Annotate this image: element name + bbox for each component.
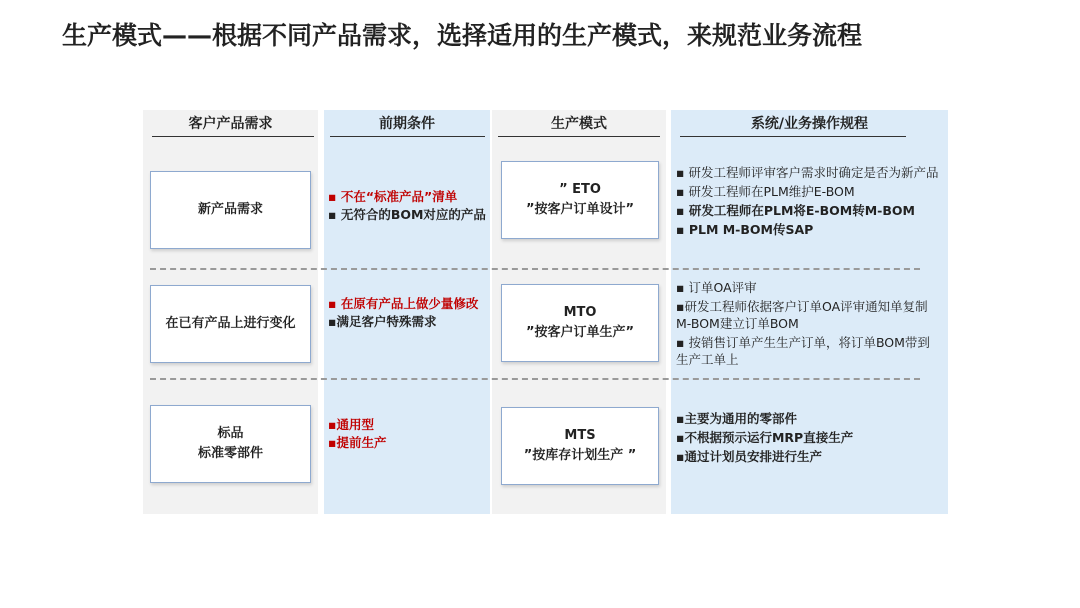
demand-label: 标品 xyxy=(217,426,244,441)
rule-item: ▪ 研发工程师评审客户需求时确定是否为新产品 xyxy=(676,165,939,180)
rule-item: ▪ PLM M-BOM传SAP xyxy=(676,222,814,237)
condition-item: ▪满足客户特殊需求 xyxy=(328,314,437,329)
demand-box-new-product xyxy=(150,171,311,249)
mode-code: MTS xyxy=(564,428,596,443)
header-preconditions: 前期条件 xyxy=(379,116,435,132)
rules-list xyxy=(676,164,941,240)
header-operation-rules: 系统/业务操作规程 xyxy=(750,116,869,132)
row-divider xyxy=(150,378,920,380)
rule-item: ▪ 研发工程师在PLM维护E-BOM xyxy=(676,184,855,199)
header-underline xyxy=(152,136,314,137)
condition-item: ▪ 在原有产品上做少量修改 xyxy=(328,296,479,311)
mode-box-eto xyxy=(501,161,659,239)
rule-item: ▪主要为通用的零部件 xyxy=(676,411,797,426)
demand-box-variant-product xyxy=(150,285,311,363)
mode-box-mto xyxy=(501,284,659,362)
mode-code: MTO xyxy=(563,305,597,320)
header-production-mode: 生产模式 xyxy=(551,116,607,132)
rule-item: ▪不根据预示运行MRP直接生产 xyxy=(676,430,854,445)
rule-item: ▪ 订单OA评审 xyxy=(676,280,757,295)
mode-code: ” ETO xyxy=(559,182,601,197)
condition-item: ▪ 不在“标准产品”清单 xyxy=(328,189,458,204)
rule-item: ▪研发工程师依据客户订单OA评审通知单复制M-BOM建立订单BOM xyxy=(676,299,928,331)
rules-list xyxy=(676,279,941,370)
header-underline xyxy=(680,136,906,137)
mode-box-mts xyxy=(501,407,659,485)
demand-label: 标准零部件 xyxy=(197,446,263,461)
mode-desc: ”按客户订单设计” xyxy=(525,202,635,217)
header-underline xyxy=(498,136,660,137)
mode-desc: ”按客户订单生产” xyxy=(525,325,635,340)
conditions-list xyxy=(328,416,486,452)
conditions-list xyxy=(328,188,486,224)
rule-item: ▪ 按销售订单产生生产订单，将订单BOM带到生产工单上 xyxy=(676,335,930,367)
condition-item: ▪ 无符合的BOM对应的产品 xyxy=(328,207,486,222)
rule-item: ▪ 研发工程师在PLM将E-BOM转M-BOM xyxy=(676,203,915,218)
rules-list xyxy=(676,410,941,467)
header-customer-demand: 客户产品需求 xyxy=(188,116,273,132)
rule-item: ▪通过计划员安排进行生产 xyxy=(676,449,822,464)
demand-box-standard-product xyxy=(150,405,311,483)
page-title: 生产模式——根据不同产品需求，选择适用的生产模式，来规范业务流程 xyxy=(62,21,863,50)
demand-label: 在已有产品上进行变化 xyxy=(165,316,296,331)
header-underline xyxy=(330,136,485,137)
mode-desc: ”按库存计划生产 ” xyxy=(523,448,637,463)
condition-item: ▪通用型 xyxy=(328,417,374,432)
condition-item: ▪提前生产 xyxy=(328,435,387,450)
demand-label: 新产品需求 xyxy=(197,202,263,217)
row-divider xyxy=(150,268,920,270)
conditions-list xyxy=(328,295,486,331)
